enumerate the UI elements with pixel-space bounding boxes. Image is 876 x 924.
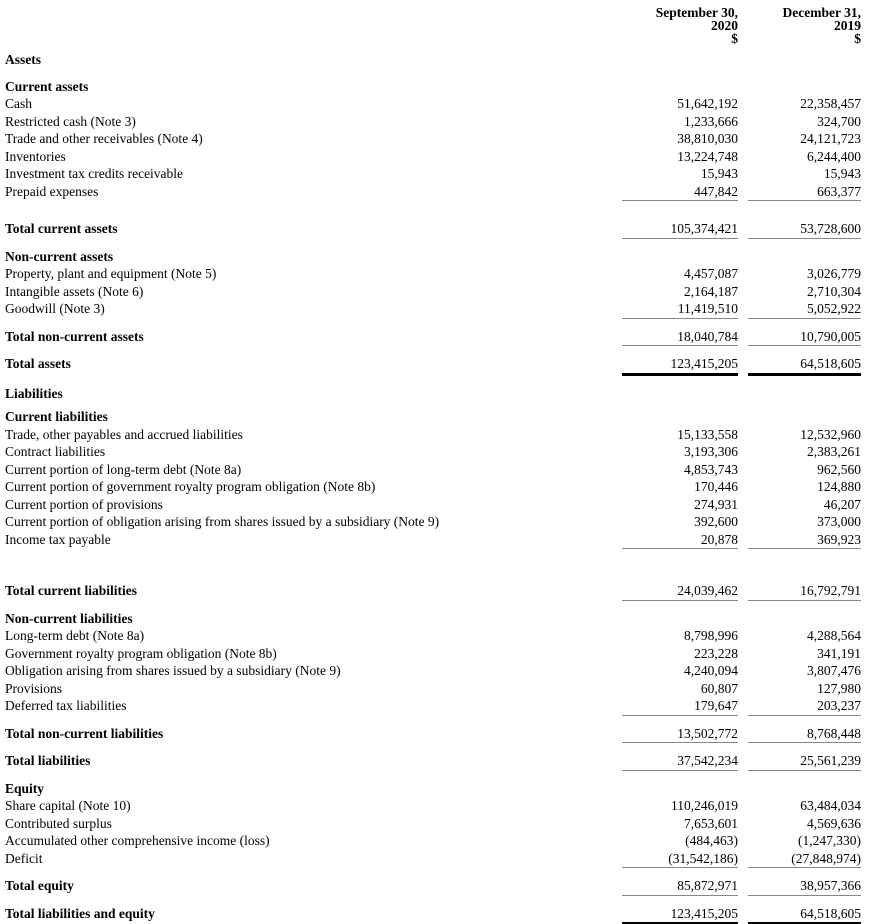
row-value-dec-2019: 63,484,034	[800, 798, 861, 813]
row-label: Intangible assets (Note 6)	[5, 283, 144, 299]
table-row	[5, 220, 861, 239]
row-value-sep-2020: 110,246,019	[671, 798, 738, 813]
table-row	[5, 752, 861, 771]
table-row	[5, 662, 861, 680]
row-value-sep-2020: 2,164,187	[684, 283, 738, 299]
section-label: Non-current assets	[5, 248, 114, 264]
table-row	[5, 355, 861, 376]
table-row	[5, 877, 861, 896]
row-value-dec-2019: 6,244,400	[807, 148, 861, 164]
row-label: Inventories	[5, 148, 66, 164]
row-value-dec-2019: 64,518,605	[748, 355, 861, 376]
table-row	[5, 725, 861, 744]
row-value-sep-2020: 51,642,192	[677, 96, 738, 111]
table-row	[5, 408, 861, 426]
row-value-dec-2019: (1,247,330)	[798, 833, 861, 848]
row-label: Total non-current assets	[5, 328, 144, 344]
column-header-currency-2019: $	[854, 31, 861, 46]
row-value-dec-2019: 3,026,779	[807, 266, 861, 281]
row-label: Total current liabilities	[5, 583, 138, 598]
row-value-sep-2020: 24,039,462	[622, 582, 738, 601]
row-label: Government royalty program obligation (Note 8b)	[5, 645, 277, 661]
row-value-dec-2019: 22,358,457	[800, 96, 861, 111]
row-label: Total current assets	[5, 221, 118, 236]
table-row	[5, 426, 861, 444]
table-row	[5, 95, 861, 113]
table-row	[5, 265, 861, 283]
row-label: Contributed surplus	[5, 815, 112, 831]
row-value-sep-2020: 13,224,748	[677, 148, 738, 164]
row-label: Investment tax credits receivable	[5, 166, 184, 181]
row-value-sep-2020: 223,228	[694, 645, 738, 661]
table-row	[5, 328, 861, 347]
section-label: Current assets	[5, 78, 89, 94]
row-label: Total equity	[5, 878, 74, 893]
row-value-dec-2019: 10,790,005	[748, 328, 861, 347]
row-value-dec-2019: 15,943	[823, 166, 861, 181]
row-value-dec-2019: 324,700	[817, 113, 861, 129]
table-row	[5, 697, 861, 716]
section-label: Equity	[5, 780, 45, 796]
row-value-sep-2020: 274,931	[694, 496, 738, 512]
table-row	[5, 130, 861, 148]
row-value-dec-2019: 373,000	[817, 514, 861, 529]
row-label: Current portion of obligation arising from shares issued by a subsidiary (Note 9)	[5, 514, 440, 529]
section-label: Non-current liabilities	[5, 610, 133, 626]
row-value-dec-2019: 962,560	[817, 461, 861, 477]
column-header-currency-2020: $	[731, 31, 738, 46]
row-value-dec-2019: 127,980	[817, 680, 861, 696]
table-row	[5, 51, 861, 69]
row-value-sep-2020: 11,419,510	[622, 300, 738, 319]
table-row	[5, 832, 861, 850]
row-value-sep-2020: 85,872,971	[622, 877, 738, 896]
row-label: Income tax payable	[5, 531, 111, 547]
row-value-sep-2020: 1,233,666	[684, 113, 738, 129]
row-value-sep-2020: 4,457,087	[684, 266, 738, 281]
table-row	[5, 148, 861, 166]
table-row	[5, 165, 861, 183]
row-value-dec-2019: 663,377	[748, 183, 861, 202]
row-value-sep-2020: 38,810,030	[677, 131, 738, 146]
section-label: Assets	[5, 52, 41, 67]
row-value-sep-2020: 4,853,743	[684, 461, 738, 477]
row-value-dec-2019: 4,569,636	[807, 815, 861, 831]
table-row	[5, 461, 861, 479]
row-value-dec-2019: 203,237	[748, 697, 861, 716]
row-label: Trade and other receivables (Note 4)	[5, 131, 203, 146]
row-value-sep-2020: 13,502,772	[622, 725, 738, 744]
row-value-dec-2019: 38,957,366	[748, 877, 861, 896]
row-label: Total liabilities	[5, 753, 91, 768]
row-value-sep-2020: 4,240,094	[684, 663, 738, 678]
row-label: Property, plant and equipment (Note 5)	[5, 266, 217, 281]
row-value-dec-2019: 124,880	[817, 479, 861, 494]
table-row	[5, 496, 861, 514]
row-label: Obligation arising from shares issued by a subsidiary (Note 9)	[5, 663, 341, 678]
row-value-sep-2020: 3,193,306	[684, 444, 738, 459]
row-label: Share capital (Note 10)	[5, 798, 131, 813]
row-value-sep-2020: 123,415,205	[622, 355, 738, 376]
table-row	[5, 797, 861, 815]
row-value-sep-2020: (484,463)	[685, 833, 738, 848]
row-value-dec-2019: 24,121,723	[800, 131, 861, 146]
statement-rows	[5, 51, 861, 924]
table-row	[5, 78, 861, 96]
column-header-period-2019	[748, 6, 861, 45]
row-label: Deficit	[5, 850, 43, 866]
table-row	[5, 815, 861, 833]
row-label: Prepaid expenses	[5, 183, 99, 199]
row-value-sep-2020: 179,647	[622, 697, 738, 716]
section-label: Liabilities	[5, 385, 63, 401]
table-row	[5, 645, 861, 663]
row-label: Deferred tax liabilities	[5, 698, 127, 713]
table-row	[5, 113, 861, 131]
row-value-dec-2019: 5,052,922	[748, 300, 861, 319]
row-label: Total non-current liabilities	[5, 725, 164, 741]
table-row	[5, 283, 861, 301]
table-row	[5, 300, 861, 319]
row-value-sep-2020: 447,842	[622, 183, 738, 202]
row-value-sep-2020: 15,133,558	[677, 426, 738, 442]
column-header-year-2019: 2019	[834, 18, 861, 33]
row-label: Provisions	[5, 680, 63, 696]
row-value-sep-2020: 37,542,234	[622, 752, 738, 771]
column-header-date-2019: December 31,	[782, 5, 861, 20]
table-row	[5, 385, 861, 403]
row-value-sep-2020: 8,798,996	[684, 628, 738, 643]
row-label: Long-term debt (Note 8a)	[5, 628, 145, 643]
row-value-dec-2019: 2,710,304	[807, 283, 861, 299]
table-row	[5, 780, 861, 798]
row-value-sep-2020: 123,415,205	[622, 905, 738, 924]
table-row	[5, 850, 861, 869]
table-row	[5, 905, 861, 924]
row-value-sep-2020: 15,943	[700, 166, 738, 181]
row-value-dec-2019: 4,288,564	[807, 628, 861, 643]
row-value-dec-2019: 64,518,605	[748, 905, 861, 924]
row-label: Cash	[5, 96, 32, 111]
row-label: Current portion of government royalty program obligation (Note 8b)	[5, 479, 376, 494]
row-value-sep-2020: 20,878	[622, 531, 738, 550]
table-row	[5, 183, 861, 202]
table-row	[5, 582, 861, 601]
row-value-dec-2019: 46,207	[823, 496, 861, 512]
row-label: Total liabilities and equity	[5, 905, 155, 921]
column-headers	[5, 6, 861, 45]
row-label: Current portion of long-term debt (Note 8a)	[5, 461, 242, 477]
row-value-dec-2019: 8,768,448	[748, 725, 861, 744]
row-label: Goodwill (Note 3)	[5, 301, 105, 316]
row-value-sep-2020: (31,542,186)	[622, 850, 738, 869]
row-value-dec-2019: 369,923	[748, 531, 861, 550]
row-value-sep-2020: 170,446	[694, 479, 738, 494]
table-row	[5, 513, 861, 531]
table-row	[5, 478, 861, 496]
row-value-sep-2020: 60,807	[700, 680, 738, 696]
row-label: Restricted cash (Note 3)	[5, 113, 136, 129]
row-value-dec-2019: 341,191	[817, 645, 861, 661]
row-value-dec-2019: 3,807,476	[807, 663, 861, 678]
row-value-dec-2019: 16,792,791	[748, 582, 861, 601]
row-label: Accumulated other comprehensive income (loss)	[5, 833, 270, 848]
row-value-dec-2019: 25,561,239	[748, 752, 861, 771]
section-label: Current liabilities	[5, 409, 108, 424]
column-header-period-2020	[622, 6, 738, 45]
row-value-dec-2019: 2,383,261	[807, 444, 861, 459]
row-value-dec-2019: 12,532,960	[800, 426, 861, 442]
row-value-sep-2020: 18,040,784	[622, 328, 738, 347]
row-label: Trade, other payables and accrued liabilities	[5, 426, 243, 442]
row-value-dec-2019: (27,848,974)	[748, 850, 861, 869]
row-label: Current portion of provisions	[5, 496, 163, 512]
table-row	[5, 627, 861, 645]
row-label: Contract liabilities	[5, 444, 106, 459]
row-label: Total assets	[5, 356, 71, 371]
row-value-sep-2020: 7,653,601	[684, 815, 738, 831]
table-row	[5, 680, 861, 698]
row-value-dec-2019: 53,728,600	[748, 220, 861, 239]
table-row	[5, 248, 861, 266]
row-value-sep-2020: 392,600	[694, 514, 738, 529]
column-header-year-2020: 2020	[711, 18, 738, 33]
table-row	[5, 443, 861, 461]
column-header-date-2020: September 30,	[655, 5, 738, 20]
table-row	[5, 610, 861, 628]
table-row	[5, 531, 861, 550]
row-value-sep-2020: 105,374,421	[622, 220, 738, 239]
